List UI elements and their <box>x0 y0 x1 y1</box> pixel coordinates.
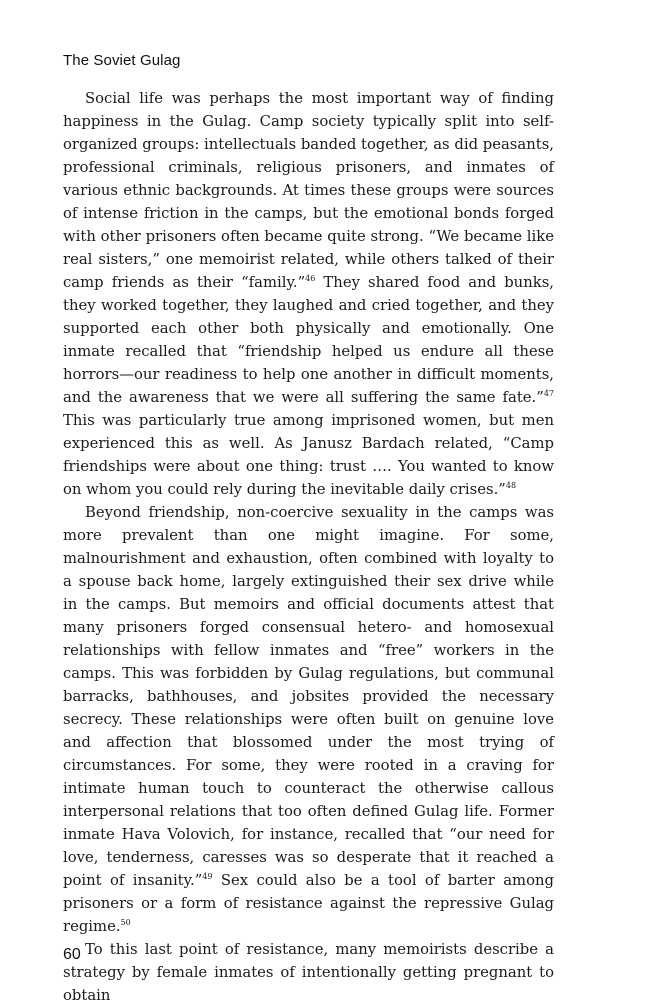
text-segment: To this last point of resistance, many memoirists describe a strategy by female inmates of intentionally getting pregnant to obtain <box>63 941 554 1004</box>
text-segment: This was particularly true among imprisoned women, but men experienced this as well. As Janusz Bardach related, “Camp friendships were about one thing: trust …. You wanted to know on whom you could rely during the inevitable daily crises.” <box>63 412 554 498</box>
footnote-marker: 50 <box>120 918 131 927</box>
text-segment: Beyond friendship, non-coercive sexuality in the camps was more prevalent than one might imagine. For some, malnourishment and exhaustion, often combined with loyalty to a spouse back home, largely extinguished their sex drive while in the camps. But memoirs and official documents attest that many prisoners forged consensual hetero- and homosexual relationships with fellow inmates and “free” workers in the camps. This was forbidden by Gulag regulations, but communal barracks, bathhouses, and jobsites provided the necessary secrecy. These relationships were often built on genuine love and affection that blossomed under the most trying of circumstances. For some, they were rooted in a craving for intimate human touch to counteract the otherwise callous interpersonal relations that too often defined Gulag life. Former inmate Hava Volovich, for instance, recalled that “our need for love, tenderness, caresses was so desperate that it reached a point of insanity.” <box>63 504 554 889</box>
paragraph <box>63 501 554 938</box>
footnote-marker: 49 <box>202 872 213 881</box>
text-segment: They shared food and bunks, they worked together, they laughed and cried together, and they supported each other both physically and emotionally. One inmate recalled that “friendship helped us endure all these horrors—our readiness to help one another in difficult moments, and the awareness that we were all suffering the same fate.” <box>63 274 554 406</box>
footnote-marker: 46 <box>305 274 316 283</box>
running-header: The Soviet Gulag <box>63 52 181 69</box>
footnote-marker: 48 <box>505 481 517 490</box>
page-number: 60 <box>63 946 81 963</box>
footnote-marker: 47 <box>543 389 554 398</box>
text-segment: Sex could also be a tool of barter among prisoners or a form of resistance against the repressive Gulag regime. <box>63 872 554 935</box>
text-segment: Social life was perhaps the most important way of finding happiness in the Gulag. Camp society typically split into self-organized groups: intellectuals banded together, as did peasants, professional criminals, religious prisoners, and inmates of various ethnic backgrounds. At times these groups were sources of intense friction in the camps, but the emotional bonds forged with other prisoners often became quite strong. “We became like real sisters,” one memoirist related, while others talked of their camp friends as their “family.” <box>63 90 554 291</box>
paragraph <box>63 87 554 501</box>
body-text <box>63 87 554 1007</box>
